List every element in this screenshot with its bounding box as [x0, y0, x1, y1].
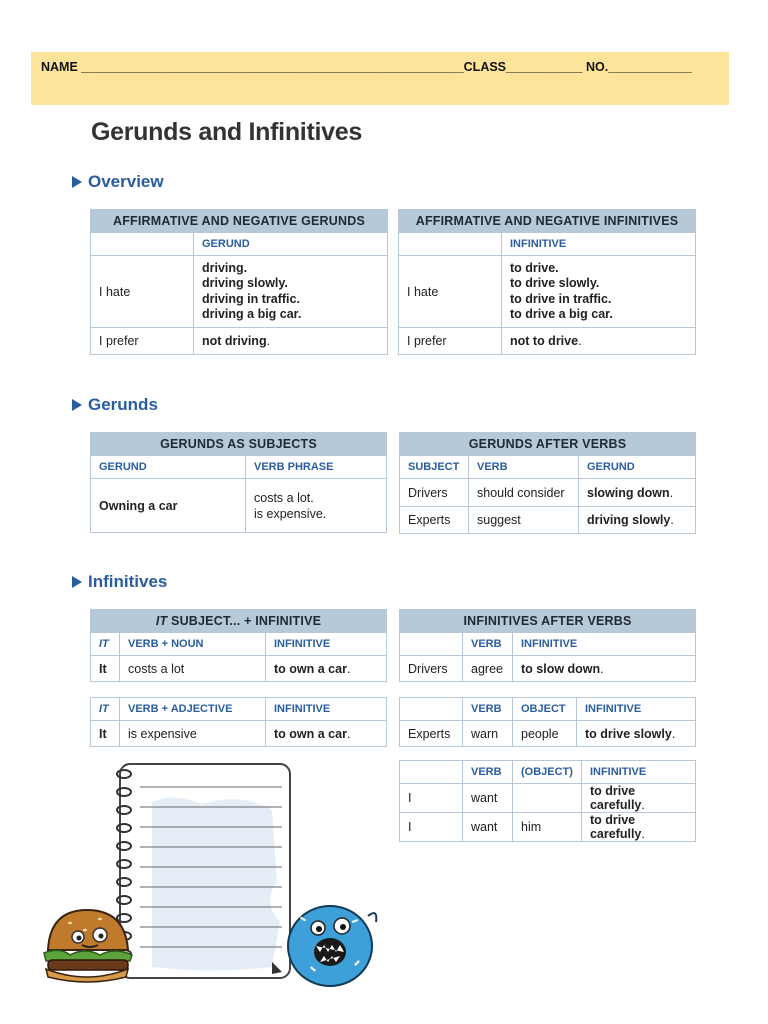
column-header: INFINITIVE [513, 633, 696, 656]
no-label: NO. [586, 60, 609, 74]
column-header: SUBJECT [400, 456, 469, 479]
verb-cell: should consider [469, 479, 579, 507]
infinitives-after-verbs-table [399, 609, 696, 682]
gerund-subject-cell: Owning a car [91, 479, 246, 533]
verb-optional-object-infinitive-table [399, 760, 696, 842]
gerund-value: driving slowly [587, 513, 671, 527]
subject-cell: I hate [399, 256, 502, 328]
name-blank[interactable]: _______________________________________________________ [81, 60, 464, 74]
gerund-cell [194, 328, 388, 355]
subject-cell: Drivers [400, 656, 463, 682]
it-adjective-infinitive-table [90, 697, 387, 747]
gerund-line: driving slowly. [202, 276, 288, 290]
subject-cell: I [400, 813, 463, 842]
verb-cell: suggest [469, 507, 579, 534]
subject-cell: Experts [400, 721, 463, 747]
subject-cell: I hate [91, 256, 194, 328]
subject-cell: Experts [400, 507, 469, 534]
infinitive-value: to drive carefully [589, 784, 642, 812]
period: . [346, 726, 351, 741]
caption-italic: IT [155, 614, 168, 628]
table-row [400, 721, 696, 747]
column-header: VERB [463, 761, 513, 784]
period: . [266, 334, 271, 348]
student-info-line [41, 60, 692, 74]
donut-character-icon [282, 898, 382, 988]
empty-cell [91, 233, 194, 256]
infinitive-line: to drive a big car. [510, 307, 613, 321]
column-header: (OBJECT) [513, 761, 582, 784]
no-blank[interactable]: ____________ [608, 60, 692, 74]
column-header: VERB PHRASE [246, 456, 387, 479]
infinitive-cell [581, 813, 695, 842]
period: . [669, 485, 674, 500]
subject-cell: I prefer [399, 328, 502, 355]
class-blank[interactable]: ___________ [506, 60, 583, 74]
infinitive-value: to own a car [274, 726, 347, 741]
verb-cell: warn [463, 721, 513, 747]
triangle-bullet-icon [72, 576, 82, 588]
table-row [400, 813, 696, 842]
object-cell [513, 784, 582, 813]
notebook-icon [117, 764, 290, 978]
gerund-list-cell [194, 256, 388, 328]
table-caption: GERUNDS AFTER VERBS [400, 433, 696, 456]
column-header: INFINITIVE [266, 633, 387, 656]
column-header: OBJECT [513, 698, 577, 721]
it-subject-infinitive-table [90, 609, 387, 682]
column-header: VERB + NOUN [120, 633, 266, 656]
table-row [400, 479, 696, 507]
infinitive-cell [577, 721, 696, 747]
infinitive-cell [266, 656, 387, 682]
infinitive-cell [266, 721, 387, 747]
triangle-bullet-icon [72, 176, 82, 188]
class-label: CLASS [463, 60, 507, 74]
section-gerunds [72, 395, 158, 415]
object-cell: people [513, 721, 577, 747]
verb-phrase-line: is expensive. [254, 506, 327, 521]
infinitive-value: to drive carefully [589, 813, 642, 841]
gerunds-after-verbs-table [399, 432, 696, 534]
infinitive-cell [513, 656, 696, 682]
infinitive-value: to own a car [274, 661, 347, 676]
verb-object-infinitive-table [399, 697, 696, 747]
infinitive-list-cell [502, 256, 696, 328]
column-header: INFINITIVE [266, 698, 387, 721]
section-gerunds-label: Gerunds [88, 395, 158, 414]
aff-neg-infinitives-table [398, 209, 696, 355]
triangle-bullet-icon [72, 399, 82, 411]
verb-phrase-cell [246, 479, 387, 533]
page-title: Gerunds and Infinitives [91, 118, 362, 146]
infinitive-value: to slow down [521, 661, 601, 676]
name-label: NAME [41, 60, 78, 74]
verb-cell: want [463, 813, 513, 842]
gerund-line: driving. [202, 260, 248, 275]
column-header: VERB [463, 698, 513, 721]
gerund-cell [579, 479, 696, 507]
it-cell: It [91, 656, 120, 682]
column-header: IT [91, 698, 120, 721]
object-cell: him [513, 813, 582, 842]
infinitive-cell [581, 784, 695, 813]
column-header: INFINITIVE [502, 233, 696, 256]
verb-phrase-line: costs a lot. [254, 490, 314, 505]
column-header: VERB [463, 633, 513, 656]
infinitive-cell [502, 328, 696, 355]
column-header: INFINITIVE [581, 761, 695, 784]
header-band [31, 52, 729, 105]
period: . [600, 661, 604, 676]
period: . [641, 827, 645, 841]
column-header: GERUND [194, 233, 388, 256]
column-header: IT [91, 633, 120, 656]
table-row [91, 656, 387, 682]
table-caption: AFFIRMATIVE AND NEGATIVE GERUNDS [91, 210, 388, 233]
column-header: VERB + ADJECTIVE [120, 698, 266, 721]
verb-cell: costs a lot [120, 656, 266, 682]
gerund-line: driving a big car. [202, 307, 302, 321]
infinitive-value: not to drive [510, 334, 579, 348]
infinitive-value: to drive slowly [585, 726, 672, 741]
table-row [91, 721, 387, 747]
burger-character-icon [40, 905, 135, 985]
column-header [400, 698, 463, 721]
aff-neg-gerunds-table [90, 209, 388, 355]
table-row [400, 784, 696, 813]
infinitive-line: to drive in traffic. [510, 291, 612, 306]
section-infinitives-label: Infinitives [88, 572, 168, 591]
gerund-value: slowing down [587, 485, 670, 500]
caption-rest: SUBJECT... + INFINITIVE [171, 614, 322, 628]
column-header: VERB [469, 456, 579, 479]
table-caption [91, 610, 387, 633]
subject-cell: I prefer [91, 328, 194, 355]
period: . [578, 334, 582, 348]
section-overview [72, 172, 164, 192]
gerund-line: driving in traffic. [202, 291, 300, 306]
infinitive-line: to drive slowly. [510, 276, 600, 290]
column-header: GERUND [579, 456, 696, 479]
column-header [400, 633, 463, 656]
gerund-value: not driving [202, 334, 267, 348]
table-row [400, 656, 696, 682]
table-caption: INFINITIVES AFTER VERBS [400, 610, 696, 633]
gerund-cell [579, 507, 696, 534]
table-caption: AFFIRMATIVE AND NEGATIVE INFINITIVES [399, 210, 696, 233]
verb-cell: want [463, 784, 513, 813]
subject-cell: Drivers [400, 479, 469, 507]
column-header: GERUND [91, 456, 246, 479]
verb-cell: is expensive [120, 721, 266, 747]
period: . [670, 513, 674, 527]
column-header: INFINITIVE [577, 698, 696, 721]
it-cell: It [91, 721, 120, 747]
table-caption: GERUNDS AS SUBJECTS [91, 433, 387, 456]
verb-cell: agree [463, 656, 513, 682]
gerunds-as-subjects-table [90, 432, 387, 533]
infinitive-line: to drive. [510, 260, 559, 275]
section-infinitives [72, 572, 167, 592]
empty-cell [399, 233, 502, 256]
period: . [346, 661, 351, 676]
column-header [400, 761, 463, 784]
period: . [641, 798, 645, 812]
section-overview-label: Overview [88, 172, 164, 191]
period: . [671, 726, 676, 741]
subject-cell: I [400, 784, 463, 813]
table-row [400, 507, 696, 534]
